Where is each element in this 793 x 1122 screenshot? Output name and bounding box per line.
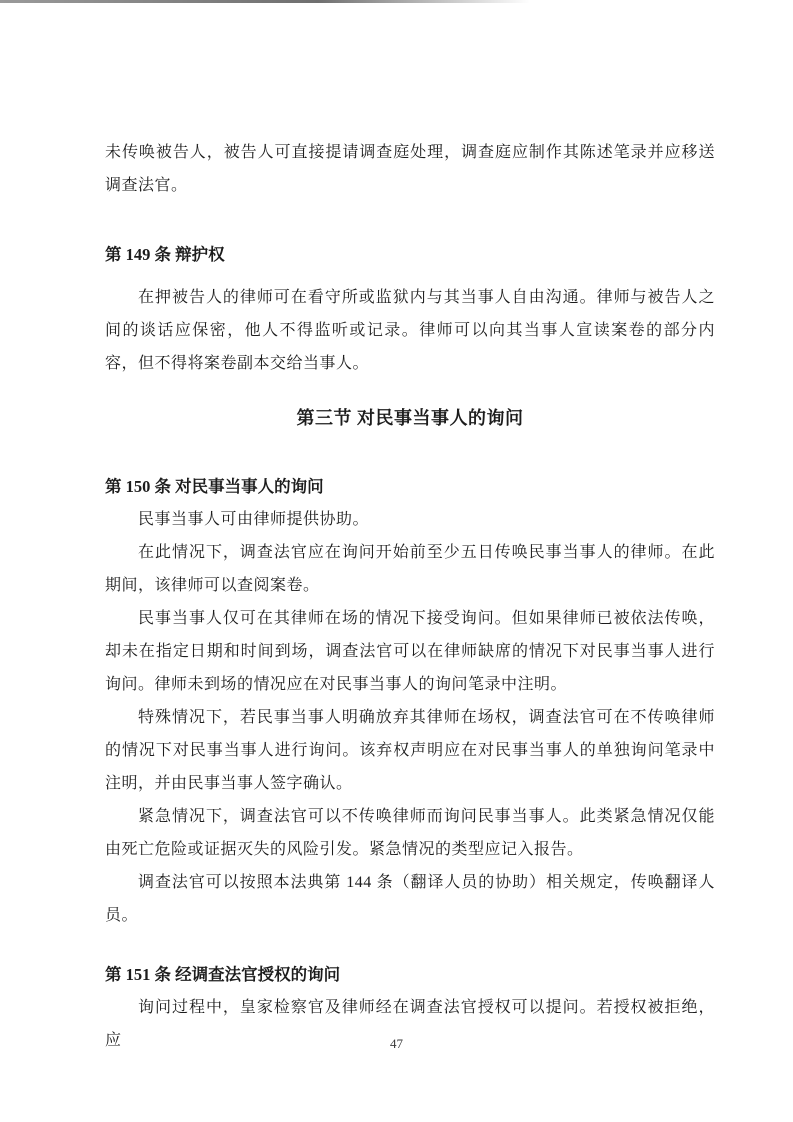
continuation-paragraph: 未传唤被告人，被告人可直接提请调查庭处理，调查庭应制作其陈述笔录并应移送调查法官。	[105, 144, 715, 194]
article-150-paragraph-4: 特殊情况下，若民事当事人明确放弃其律师在场权，调查法官可在不传唤律师的情况下对民事当事人进行询问。该弃权声明应在对民事当事人的单独询问笔录中注明，并由民事当事人签字确认。	[105, 709, 715, 792]
article-151-heading: 第 151 条 经调查法官授权的询问	[105, 965, 341, 984]
article-150-paragraph-3: 民事当事人仅可在其律师在场的情况下接受询问。但如果律师已被依法传唤，却未在指定日期和时间到场，调查法官可以在律师缺席的情况下对民事当事人进行询问。律师未到场的情况应在对民事当事人的询问笔录中注明。	[105, 610, 715, 693]
article-150-heading: 第 150 条 对民事当事人的询问	[105, 477, 324, 496]
article-150-paragraph-2: 在此情况下，调查法官应在询问开始前至少五日传唤民事当事人的律师。在此期间，该律师可以查阅案卷。	[105, 544, 715, 594]
article-149-paragraph-1: 在押被告人的律师可在看守所或监狱内与其当事人自由沟通。律师与被告人之间的谈话应保密，他人不得监听或记录。律师可以向其当事人宣读案卷的部分内容，但不得将案卷副本交给当事人。	[105, 289, 715, 372]
page-content	[105, 136, 715, 1057]
article-150-paragraph-5: 紧急情况下，调查法官可以不传唤律师而询问民事当事人。此类紧急情况仅能由死亡危险或证据灭失的风险引发。紧急情况的类型应记入报告。	[105, 808, 715, 858]
article-151-paragraph-1: 询问过程中，皇家检察官及律师经在调查法官授权可以提问。若授权被拒绝，应	[105, 999, 715, 1049]
section-3-heading: 第三节 对民事当事人的询问	[296, 408, 524, 428]
article-150-paragraph-6: 调查法官可以按照本法典第 144 条（翻译人员的协助）相关规定，传唤翻译人员。	[105, 874, 715, 924]
article-149-heading: 第 149 条 辩护权	[105, 245, 225, 264]
page-number: 47	[390, 1036, 403, 1051]
article-150-paragraph-1: 民事当事人可由律师提供协助。	[138, 511, 370, 528]
scan-artifact-line	[0, 0, 530, 3]
